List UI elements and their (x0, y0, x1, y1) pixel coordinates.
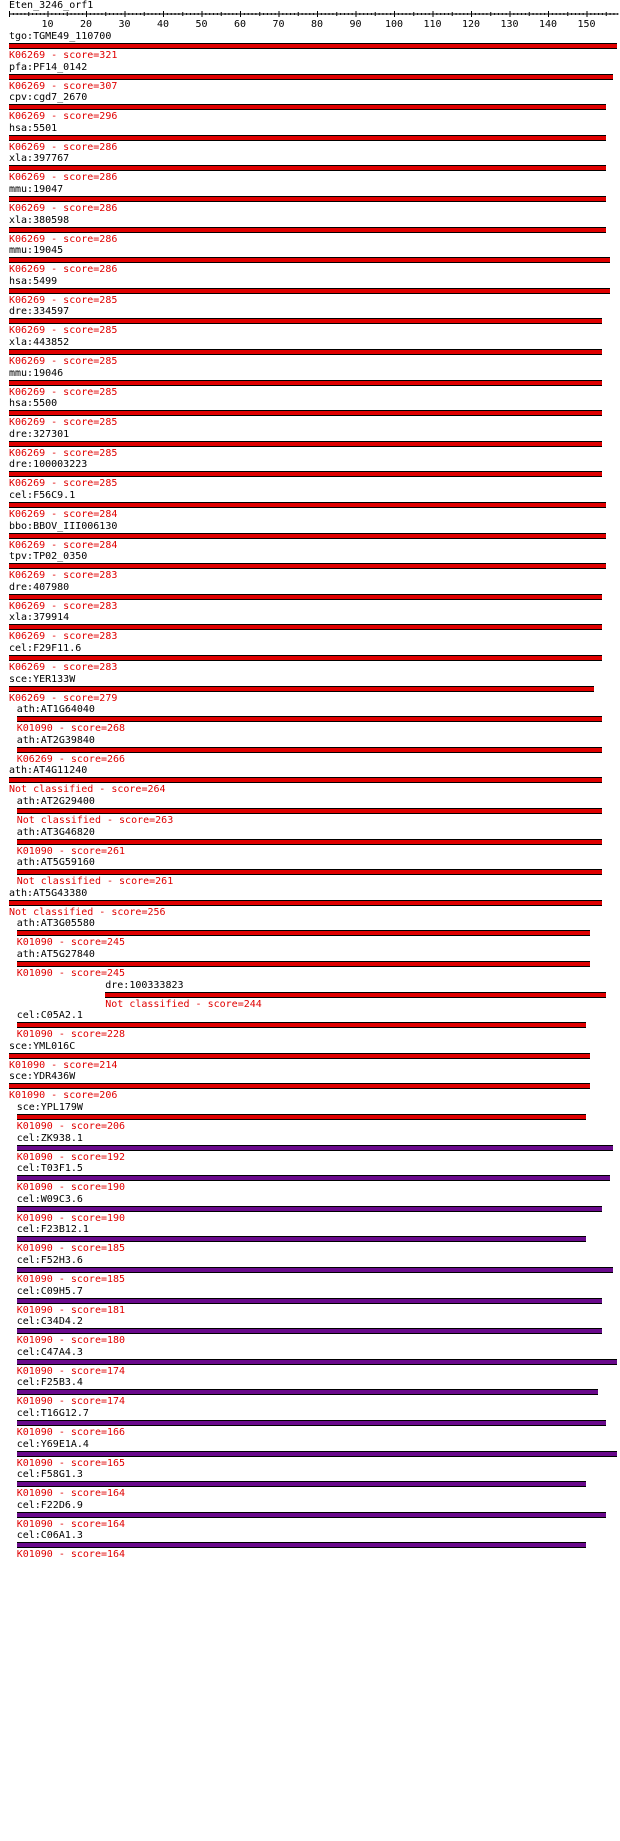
hit-bar[interactable] (17, 747, 602, 753)
ruler-label: 30 (118, 19, 131, 30)
hit-bar[interactable] (17, 1512, 606, 1518)
hit-score: K06269 - score=285 (9, 356, 118, 367)
hit-name[interactable]: dre:100003223 (9, 459, 88, 471)
hit-bar[interactable] (17, 930, 591, 936)
hit-name[interactable]: sce:YER133W (9, 673, 76, 685)
hit-name[interactable]: ath:AT5G59160 (16, 857, 95, 869)
hit-name[interactable]: cel:F56C9.1 (9, 490, 76, 501)
hit-name[interactable]: ath:AT5G27840 (16, 949, 95, 960)
hit-bar[interactable] (17, 808, 602, 814)
hit-name[interactable]: xla:380598 (9, 214, 70, 226)
hit-bar[interactable] (17, 1267, 614, 1273)
hit-score: K06269 - score=283 (9, 662, 118, 673)
hit-name[interactable]: hsa:5499 (9, 275, 58, 287)
hit-bar[interactable] (9, 74, 613, 80)
hit-score: K01090 - score=261 (16, 845, 126, 857)
hit-bar[interactable] (9, 380, 602, 386)
hit-name[interactable]: cel:F22D6.9 (16, 1499, 83, 1511)
hit-score: Not classified - score=256 (9, 906, 166, 918)
hit-name[interactable]: mmu:19046 (9, 367, 64, 379)
hit-bar[interactable] (105, 992, 606, 998)
hit-bar[interactable] (9, 135, 606, 141)
ruler-label: 50 (195, 19, 208, 30)
hit-score: K01090 - score=164 (16, 1518, 126, 1530)
ruler-label: 80 (310, 19, 324, 30)
hit-name[interactable]: ath:AT3G46820 (16, 826, 95, 838)
hit-name[interactable]: xla:443852 (9, 337, 70, 348)
hit-name[interactable]: cel:T16G12.7 (16, 1408, 89, 1419)
hit-name[interactable]: cel:F23B12.1 (16, 1224, 89, 1236)
hit-score: K01090 - score=245 (16, 968, 126, 979)
hit-score: K01090 - score=245 (16, 937, 126, 949)
hit-score: K06269 - score=285 (9, 478, 118, 490)
hit-bar[interactable] (9, 441, 602, 447)
hit-bar[interactable] (17, 1420, 606, 1426)
hit-bar[interactable] (9, 502, 606, 508)
hit-bar[interactable] (9, 318, 602, 324)
hit-bar[interactable] (17, 1236, 587, 1242)
hit-score: K01090 - score=174 (16, 1365, 126, 1377)
hit-score: Not classified - score=264 (9, 784, 166, 796)
hit-score: K06269 - score=307 (9, 80, 118, 92)
hit-score: K01090 - score=190 (16, 1182, 126, 1194)
hit-score: K01090 - score=181 (16, 1304, 126, 1316)
hit-name[interactable]: dre:407980 (9, 581, 70, 593)
hit-bar[interactable] (9, 288, 610, 294)
hit-name[interactable]: mmu:19047 (9, 184, 64, 195)
hit-score: K01090 - score=228 (16, 1029, 126, 1041)
hit-name[interactable]: xla:379914 (9, 612, 70, 624)
hit-score: Not classified - score=263 (16, 815, 174, 826)
hit-bar[interactable] (17, 1114, 587, 1120)
hit-bar[interactable] (17, 1481, 587, 1487)
hit-bar[interactable] (17, 1542, 587, 1548)
hit-bar[interactable] (17, 1298, 602, 1304)
hit-score: K01090 - score=174 (16, 1396, 126, 1408)
hit-bar[interactable] (9, 257, 610, 263)
hit-name[interactable]: ath:AT4G11240 (9, 765, 88, 777)
hit-score: K06269 - score=285 (9, 325, 118, 337)
hit-bar[interactable] (17, 1451, 618, 1457)
ruler-label: 140 (538, 19, 558, 30)
hit-name[interactable]: cel:T03F1.5 (16, 1163, 83, 1175)
ruler-label: 150 (577, 19, 596, 30)
hit-bar[interactable] (9, 594, 602, 600)
hit-name[interactable]: cel:C47A4.3 (16, 1346, 83, 1358)
hit-name[interactable]: cel:C09H5.7 (16, 1285, 83, 1297)
hit-name[interactable]: hsa:5501 (9, 122, 58, 134)
hit-score: K01090 - score=180 (16, 1335, 126, 1347)
hit-score: K01090 - score=206 (9, 1090, 118, 1102)
hit-name[interactable]: cel:F58G1.3 (16, 1469, 83, 1481)
hit-bar[interactable] (9, 686, 594, 692)
hit-bar[interactable] (17, 961, 591, 967)
hit-name[interactable]: cel:Y69E1A.4 (16, 1438, 89, 1450)
hit-bar[interactable] (17, 1175, 610, 1181)
hit-name[interactable]: ath:AT2G39840 (16, 734, 95, 746)
hit-name[interactable]: tgo:TGME49_110700 (9, 31, 112, 42)
hit-bar[interactable] (9, 1053, 590, 1059)
hit-name[interactable]: mmu:19045 (9, 245, 64, 257)
hit-bar[interactable] (17, 1389, 598, 1395)
hit-bar[interactable] (17, 1359, 618, 1365)
hit-score: K06269 - score=285 (9, 294, 118, 306)
hit-score: K01090 - score=166 (16, 1427, 126, 1438)
hit-score: K06269 - score=296 (9, 111, 118, 123)
hit-score: K06269 - score=283 (9, 570, 118, 582)
hit-name[interactable]: dre:334597 (9, 306, 70, 318)
ruler-label: 60 (233, 19, 247, 30)
hit-score: Not classified - score=261 (16, 876, 174, 888)
hit-name[interactable]: cel:ZK938.1 (16, 1132, 83, 1144)
hit-bar[interactable] (9, 624, 602, 630)
hit-score: K01090 - score=165 (16, 1457, 126, 1469)
hit-name[interactable]: cpv:cgd7_2670 (9, 92, 88, 104)
hit-score: Not classified - score=244 (105, 998, 262, 1010)
hit-score: K06269 - score=286 (9, 264, 118, 276)
hit-name[interactable]: ath:AT3G05580 (16, 918, 95, 930)
hit-name[interactable]: hsa:5500 (9, 398, 58, 410)
hit-name[interactable]: cel:C06A1.3 (16, 1530, 83, 1542)
hit-bar[interactable] (17, 839, 602, 845)
hit-name[interactable]: dre:100333823 (105, 979, 184, 991)
hit-score: K01090 - score=185 (16, 1243, 126, 1255)
hit-score: K06269 - score=285 (9, 447, 118, 459)
hit-score: K06269 - score=285 (9, 386, 118, 398)
hit-score: K06269 - score=279 (9, 692, 118, 704)
hit-score: K06269 - score=286 (9, 172, 118, 184)
hit-score: K06269 - score=284 (9, 539, 118, 551)
hit-score: K01090 - score=185 (16, 1274, 126, 1285)
hit-bar[interactable] (9, 655, 602, 661)
ruler-label: 90 (349, 19, 362, 30)
hit-name[interactable]: sce:YML016C (9, 1040, 76, 1052)
hit-score: K01090 - score=192 (16, 1151, 126, 1163)
hit-name[interactable]: ath:AT2G29400 (16, 796, 95, 807)
ruler-label: 120 (461, 19, 481, 30)
hit-bar[interactable] (17, 869, 602, 875)
hit-bar[interactable] (9, 471, 602, 477)
query-title: Eten_3246_orf1 (9, 0, 94, 11)
hit-name[interactable]: cel:F52H3.6 (16, 1255, 83, 1266)
hit-score: K06269 - score=285 (9, 417, 118, 429)
hit-name[interactable]: sce:YDR436W (9, 1071, 76, 1083)
hit-score: K06269 - score=283 (9, 600, 118, 612)
hit-name[interactable]: sce:YPL179W (16, 1102, 83, 1113)
hit-score: K06269 - score=266 (16, 753, 126, 765)
ruler-label: 70 (272, 19, 285, 30)
hit-score: K06269 - score=283 (9, 631, 118, 643)
hit-name[interactable]: cel:C05A2.1 (16, 1010, 83, 1022)
hit-score: K01090 - score=164 (16, 1549, 126, 1561)
hit-score: K06269 - score=286 (9, 203, 118, 214)
hit-bar[interactable] (9, 165, 606, 171)
hit-score: K01090 - score=268 (16, 723, 126, 735)
hit-name[interactable]: cel:F25B3.4 (16, 1377, 83, 1389)
hit-score: K01090 - score=164 (16, 1488, 126, 1500)
hit-name[interactable]: bbo:BBOV_III006130 (9, 520, 118, 532)
ruler-label: 110 (423, 19, 442, 30)
hit-bar[interactable] (9, 43, 617, 49)
hit-score: K06269 - score=286 (9, 233, 118, 245)
hit-name[interactable]: cel:W09C3.6 (16, 1193, 83, 1205)
hit-bar[interactable] (9, 1083, 590, 1089)
hit-name[interactable]: dre:327301 (9, 428, 70, 440)
hit-score: K01090 - score=190 (16, 1212, 126, 1224)
hit-name[interactable]: tpv:TP02_0350 (9, 551, 88, 563)
hit-name[interactable]: ath:AT5G43380 (9, 887, 88, 899)
hit-bar[interactable] (17, 1328, 602, 1334)
hit-name[interactable]: ath:AT1G64040 (16, 704, 95, 716)
ruler-label: 20 (79, 19, 93, 30)
hit-bar[interactable] (9, 196, 606, 202)
hit-name[interactable]: cel:F29F11.6 (9, 643, 82, 654)
hit-bar[interactable] (9, 777, 602, 783)
hit-bar[interactable] (9, 104, 606, 110)
hit-bar[interactable] (17, 716, 602, 722)
hit-bar[interactable] (9, 900, 602, 906)
hit-name[interactable]: pfa:PF14_0142 (9, 61, 88, 73)
hit-score: K06269 - score=321 (9, 50, 118, 61)
hit-name[interactable]: xla:397767 (9, 153, 70, 165)
hit-score: K01090 - score=206 (16, 1121, 126, 1132)
hit-bar[interactable] (17, 1145, 614, 1151)
hit-bar[interactable] (9, 227, 606, 233)
hit-score: K01090 - score=214 (9, 1059, 118, 1071)
ruler-label: 40 (156, 19, 170, 30)
hit-bar[interactable] (9, 563, 606, 569)
hit-name[interactable]: cel:C34D4.2 (16, 1316, 83, 1328)
hit-bar[interactable] (9, 349, 602, 355)
hit-score: K06269 - score=284 (9, 509, 118, 520)
hit-bar[interactable] (9, 533, 606, 539)
hit-score: K06269 - score=286 (9, 141, 118, 153)
hit-row[interactable] (0, 1530, 620, 1566)
ruler-label: 10 (41, 19, 54, 30)
hit-bar[interactable] (17, 1022, 587, 1028)
ruler-label: 100 (384, 19, 404, 30)
hit-bar[interactable] (17, 1206, 602, 1212)
hit-bar[interactable] (9, 410, 602, 416)
ruler-label: 130 (500, 19, 519, 30)
